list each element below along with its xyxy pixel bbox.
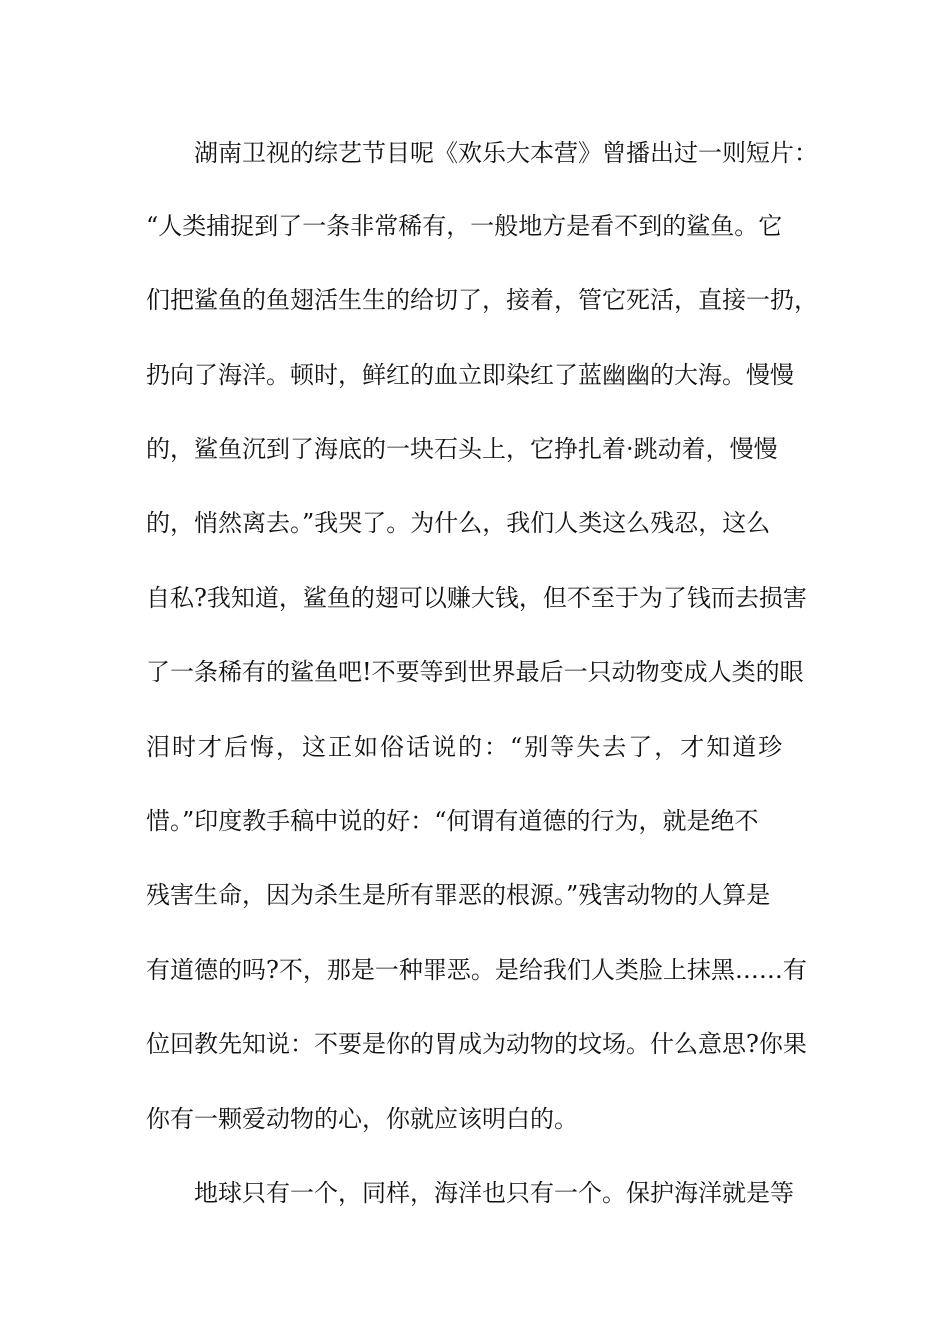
- paragraph-1-line-6: 的，悄然离去。”我哭了。为什么，我们人类这么残忍，这么: [146, 509, 771, 537]
- paragraph-2-line-1: 地球只有一个，同样，海洋也只有一个。保护海洋就是等: [194, 1179, 794, 1207]
- paragraph-1-line-11: 残害生命，因为杀生是所有罪恶的根源。”残害动物的人算是: [146, 881, 771, 909]
- paragraph-1-line-9: 泪时才后悔，这正如俗话说的：“别等失去了，才知道珍: [146, 733, 785, 761]
- paragraph-1-line-10: 惜。”印度教手稿中说的好：“何谓有道德的行为，就是绝不: [146, 807, 759, 835]
- paragraph-1-line-3: 们把鲨鱼的鱼翅活生生的给切了，接着，管它死活，直接一扔，: [146, 286, 818, 314]
- paragraph-1-line-4: 扔向了海洋。顿时，鲜红的血立即染红了蓝幽幽的大海。慢慢: [146, 361, 794, 389]
- paragraph-1-line-8: 了一条稀有的鲨鱼吧!不要等到世界最后一只动物变成人类的眼: [146, 658, 804, 686]
- paragraph-1-line-1: 湖南卫视的综艺节目呢《欢乐大本营》曾播出过一则短片：: [194, 139, 818, 167]
- paragraph-1-line-7: 自私?我知道，鲨鱼的翅可以赚大钱，但不至于为了钱而去损害: [146, 584, 807, 612]
- paragraph-1-line-5: 的，鲨鱼沉到了海底的一块石头上，它挣扎着·跳动着，慢慢: [146, 435, 778, 463]
- paragraph-1-line-2: “人类捕捉到了一条非常稀有，一般地方是看不到的鲨鱼。它: [146, 212, 783, 240]
- paragraph-1-line-13: 位回教先知说：不要是你的胃成为动物的坟场。什么意思?你果: [146, 1030, 807, 1058]
- paragraph-1-line-12: 有道德的吗?不，那是一种罪恶。是给我们人类脸上抹黑……有: [146, 956, 807, 984]
- paragraph-1-line-14: 你有一颗爱动物的心，你就应该明白的。: [146, 1105, 578, 1133]
